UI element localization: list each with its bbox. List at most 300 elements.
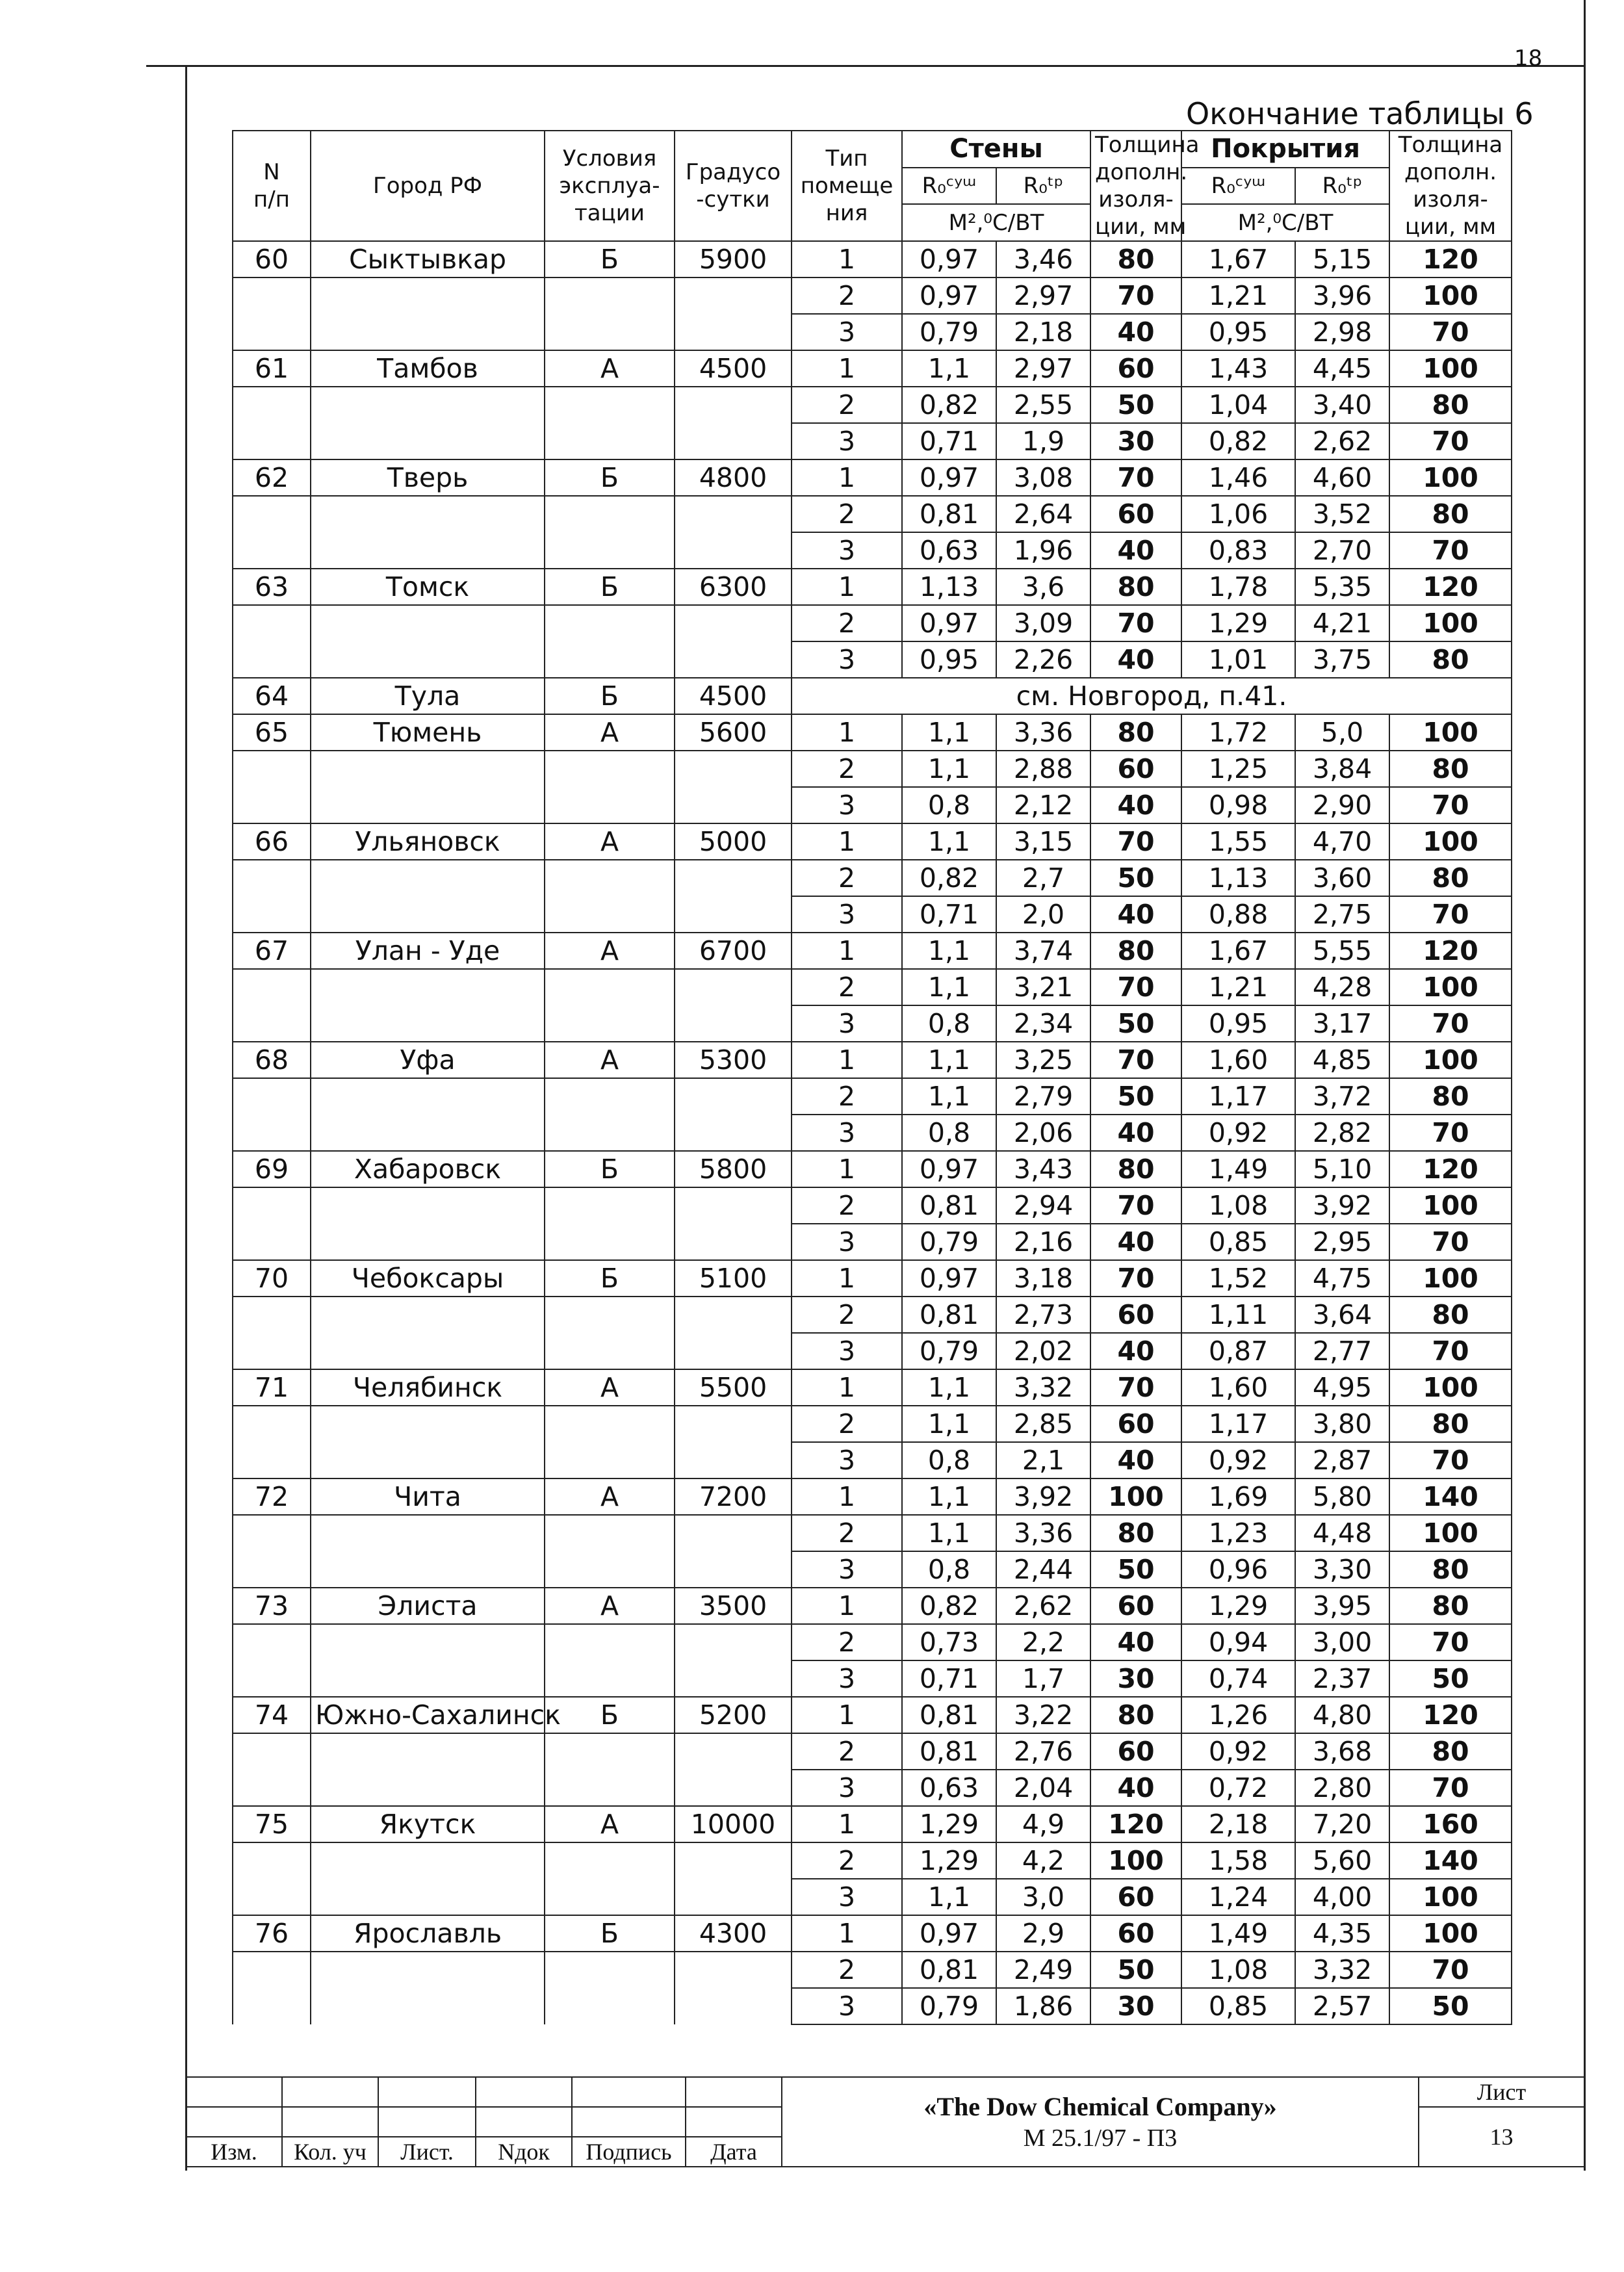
frame-left-line [185,65,187,2171]
cell-walls-r-actual: 1,1 [902,1406,996,1442]
table-row [233,1442,1512,1478]
cell-roofs-r-actual: 0,72 [1181,1770,1295,1806]
cell-degree-days: 3500 [675,1588,792,1624]
cell-roofs-insulation: 120 [1389,569,1512,605]
cell-num: 72 [233,1478,311,1515]
cell-walls-insulation: 70 [1090,1260,1181,1297]
cell-roofs-r-required: 2,98 [1295,314,1389,350]
sheet-label: Лист [1419,2077,1584,2107]
cell-roofs-r-actual: 1,60 [1181,1042,1295,1078]
stamp-label-sheet: Лист. [378,2137,476,2167]
cell-city [311,605,545,641]
cell-walls-r-actual: 0,79 [902,1988,996,2024]
cell-walls-r-required: 3,08 [996,459,1090,496]
cell-conditions [545,787,675,823]
cell-city [311,1660,545,1697]
cell-roofs-r-actual: 0,85 [1181,1988,1295,2024]
cell-walls-r-actual: 1,1 [902,1879,996,1915]
cell-conditions: Б [545,678,675,714]
cell-roofs-r-actual: 0,95 [1181,1005,1295,1042]
cell-walls-insulation: 70 [1090,823,1181,860]
cell-roofs-insulation: 80 [1389,1406,1512,1442]
cell-conditions: А [545,714,675,751]
cell-conditions [545,1187,675,1224]
cell-conditions [545,751,675,787]
cell-walls-insulation: 40 [1090,896,1181,933]
stamp-label-doc: Nдок [476,2137,572,2167]
cell-roofs-insulation: 100 [1389,1187,1512,1224]
cell-city [311,1406,545,1442]
cell-roofs-r-required: 3,92 [1295,1187,1389,1224]
cell-room-type: 2 [792,496,902,532]
cell-walls-r-actual: 0,81 [902,496,996,532]
cell-room-type: 1 [792,1369,902,1406]
cell-roofs-r-actual: 0,74 [1181,1660,1295,1697]
header-walls-insulation: Толщина дополн. изоля- ции, мм [1090,131,1181,241]
header-conditions: Условия эксплуа- тации [545,131,675,241]
cell-roofs-insulation: 100 [1389,1879,1512,1915]
cell-roofs-r-required: 3,84 [1295,751,1389,787]
cell-room-type: 3 [792,1770,902,1806]
table-row [233,714,1512,751]
cell-walls-r-required: 2,97 [996,278,1090,314]
cell-conditions: А [545,823,675,860]
header-room-type: Тип помеще ния [792,131,902,241]
cell-roofs-r-actual: 0,95 [1181,314,1295,350]
document-number: М 25.1/97 - П3 [1023,2124,1178,2152]
cell-roofs-insulation: 50 [1389,1660,1512,1697]
cell-city [311,1442,545,1478]
cell-room-type: 1 [792,1915,902,1952]
cell-num [233,1770,311,1806]
cell-num [233,314,311,350]
cell-num [233,1442,311,1478]
cell-walls-insulation: 80 [1090,569,1181,605]
frame-top-line [146,65,1586,67]
cell-degree-days [675,1952,792,1988]
cell-walls-r-actual: 0,97 [902,241,996,278]
cell-walls-r-required: 2,88 [996,751,1090,787]
cell-degree-days [675,423,792,459]
cell-num: 65 [233,714,311,751]
cell-num [233,641,311,678]
cell-conditions [545,1333,675,1369]
cell-walls-insulation: 60 [1090,496,1181,532]
cell-roofs-r-actual: 1,67 [1181,933,1295,969]
cell-roofs-insulation: 70 [1389,314,1512,350]
cell-city [311,787,545,823]
cell-roofs-r-actual: 0,85 [1181,1224,1295,1260]
cell-walls-r-actual: 1,13 [902,569,996,605]
cell-conditions: Б [545,241,675,278]
cell-room-type: 3 [792,532,902,569]
cell-walls-insulation: 60 [1090,1406,1181,1442]
cell-num [233,1115,311,1151]
cell-roofs-r-actual: 1,58 [1181,1842,1295,1879]
cell-walls-r-actual: 0,71 [902,896,996,933]
table-row [233,823,1512,860]
table-row [233,969,1512,1005]
cell-walls-insulation: 50 [1090,1005,1181,1042]
cell-roofs-r-required: 3,68 [1295,1733,1389,1770]
cell-conditions: А [545,1806,675,1842]
cell-num [233,1406,311,1442]
cell-conditions [545,605,675,641]
table-row [233,933,1512,969]
cell-roofs-insulation: 100 [1389,823,1512,860]
cell-conditions [545,1988,675,2024]
cell-num: 71 [233,1369,311,1406]
cell-walls-insulation: 60 [1090,1733,1181,1770]
cell-walls-r-required: 3,92 [996,1478,1090,1515]
cell-conditions [545,1842,675,1879]
page-number: 18 [1514,45,1543,71]
cell-walls-r-required: 1,9 [996,423,1090,459]
cell-city: Уфа [311,1042,545,1078]
cell-city [311,1115,545,1151]
cell-city [311,1005,545,1042]
table-row [233,896,1512,933]
cell-city: Тула [311,678,545,714]
cell-walls-r-actual: 1,1 [902,1078,996,1115]
cell-roofs-r-actual: 1,29 [1181,1588,1295,1624]
cell-roofs-insulation: 80 [1389,751,1512,787]
cell-walls-r-required: 4,9 [996,1806,1090,1842]
cell-room-type: 1 [792,1260,902,1297]
cell-room-type: 2 [792,1406,902,1442]
cell-degree-days: 4300 [675,1915,792,1952]
cell-walls-r-actual: 0,81 [902,1297,996,1333]
cell-roofs-insulation: 70 [1389,1770,1512,1806]
cell-city [311,278,545,314]
cell-num: 74 [233,1697,311,1733]
table-row [233,423,1512,459]
cell-walls-insulation: 80 [1090,1697,1181,1733]
cell-walls-insulation: 30 [1090,1988,1181,2024]
cell-num [233,1078,311,1115]
cell-city: Сыктывкар [311,241,545,278]
cell-room-type: 1 [792,1151,902,1187]
cell-roofs-r-required: 5,0 [1295,714,1389,751]
cell-degree-days [675,751,792,787]
cell-room-type: 1 [792,1042,902,1078]
cell-city [311,751,545,787]
cell-walls-r-required: 2,97 [996,350,1090,387]
cell-walls-insulation: 40 [1090,1770,1181,1806]
cell-walls-r-actual: 0,71 [902,1660,996,1697]
cell-num [233,751,311,787]
cell-degree-days: 5500 [675,1369,792,1406]
cell-walls-r-required: 2,79 [996,1078,1090,1115]
cell-degree-days: 4500 [675,678,792,714]
cell-conditions: А [545,1478,675,1515]
table-row [233,1224,1512,1260]
cell-conditions [545,1770,675,1806]
cell-room-type: 2 [792,1952,902,1988]
cell-room-type: 2 [792,969,902,1005]
cell-walls-r-required: 4,2 [996,1842,1090,1879]
cell-city [311,1224,545,1260]
cell-walls-r-actual: 0,82 [902,860,996,896]
table-row [233,1806,1512,1842]
cell-degree-days [675,1988,792,2024]
cell-degree-days [675,1770,792,1806]
cell-degree-days: 5300 [675,1042,792,1078]
cell-num [233,1551,311,1588]
cell-conditions: А [545,1588,675,1624]
cell-degree-days: 5200 [675,1697,792,1733]
table-row [233,350,1512,387]
table-row [233,860,1512,896]
cell-walls-insulation: 80 [1090,933,1181,969]
cell-num [233,1660,311,1697]
cell-city: Чебоксары [311,1260,545,1297]
cell-walls-insulation: 70 [1090,1369,1181,1406]
cell-roofs-r-required: 4,00 [1295,1879,1389,1915]
cell-roofs-insulation: 70 [1389,1442,1512,1478]
cell-conditions: Б [545,569,675,605]
cell-roofs-r-actual: 1,08 [1181,1187,1295,1224]
cell-walls-r-required: 3,0 [996,1879,1090,1915]
cell-degree-days [675,1733,792,1770]
cell-room-type: 3 [792,423,902,459]
cell-walls-insulation: 40 [1090,1442,1181,1478]
cell-roofs-insulation: 100 [1389,969,1512,1005]
header-walls-units: M²,⁰C/BT [902,204,1090,241]
cell-degree-days: 5600 [675,714,792,751]
cell-degree-days [675,1005,792,1042]
cell-roofs-insulation: 70 [1389,532,1512,569]
table-row [233,1260,1512,1297]
cell-conditions [545,1660,675,1697]
cell-walls-insulation: 60 [1090,350,1181,387]
cell-roofs-insulation: 70 [1389,787,1512,823]
cell-roofs-insulation: 80 [1389,496,1512,532]
cell-degree-days [675,1333,792,1369]
table-row [233,1660,1512,1697]
cell-degree-days: 6700 [675,933,792,969]
table-row [233,459,1512,496]
cell-roofs-r-required: 5,80 [1295,1478,1389,1515]
cell-walls-insulation: 70 [1090,969,1181,1005]
cell-num [233,605,311,641]
cell-roofs-r-required: 4,48 [1295,1515,1389,1551]
cell-room-type: 3 [792,1660,902,1697]
cell-conditions [545,1115,675,1151]
cell-conditions [545,1224,675,1260]
header-num: N п/п [233,131,311,241]
cell-degree-days [675,1297,792,1333]
cell-roofs-r-actual: 2,18 [1181,1806,1295,1842]
cell-degree-days: 5000 [675,823,792,860]
cell-walls-r-actual: 0,95 [902,641,996,678]
cell-roofs-insulation: 80 [1389,387,1512,423]
stamp-label-date: Дата [686,2137,782,2167]
cell-room-type: 2 [792,1297,902,1333]
table-row [233,532,1512,569]
cell-degree-days [675,1842,792,1879]
cell-roofs-r-required: 3,52 [1295,496,1389,532]
cell-walls-r-required: 2,76 [996,1733,1090,1770]
cell-city: Хабаровск [311,1151,545,1187]
cell-num [233,496,311,532]
cell-room-type: 2 [792,1733,902,1770]
cell-walls-r-required: 2,85 [996,1406,1090,1442]
cell-roofs-insulation: 80 [1389,1588,1512,1624]
cell-walls-r-required: 3,74 [996,933,1090,969]
cell-walls-r-actual: 1,1 [902,751,996,787]
cell-city [311,1187,545,1224]
cell-room-type: 1 [792,933,902,969]
cell-roofs-insulation: 80 [1389,641,1512,678]
table-row [233,1406,1512,1442]
cell-roofs-r-required: 2,95 [1295,1224,1389,1260]
cell-conditions: А [545,1369,675,1406]
cell-walls-r-required: 2,34 [996,1005,1090,1042]
cell-walls-insulation: 50 [1090,1551,1181,1588]
cell-walls-r-required: 3,09 [996,605,1090,641]
cell-walls-r-actual: 1,1 [902,714,996,751]
cell-conditions: Б [545,1260,675,1297]
table-row [233,641,1512,678]
table-row [233,1952,1512,1988]
cell-city [311,1770,545,1806]
cell-num [233,1297,311,1333]
cell-conditions [545,1551,675,1588]
cell-walls-r-actual: 0,71 [902,423,996,459]
table-row [233,1879,1512,1915]
cell-degree-days: 7200 [675,1478,792,1515]
table-row [233,1588,1512,1624]
cell-conditions [545,1733,675,1770]
cell-room-type: 2 [792,1187,902,1224]
cell-walls-r-required: 2,02 [996,1333,1090,1369]
cell-num [233,1733,311,1770]
cell-room-type: 3 [792,1551,902,1588]
cell-roofs-r-actual: 1,43 [1181,350,1295,387]
cell-room-type: 2 [792,1624,902,1660]
cell-city [311,641,545,678]
cell-city: Ярославль [311,1915,545,1952]
cell-roofs-r-actual: 0,88 [1181,896,1295,933]
cell-city [311,1952,545,1988]
cell-walls-r-required: 3,36 [996,1515,1090,1551]
cell-num [233,1879,311,1915]
cell-walls-r-actual: 0,82 [902,387,996,423]
cell-roofs-r-required: 3,95 [1295,1588,1389,1624]
table-row [233,1515,1512,1551]
cell-num [233,1842,311,1879]
cell-num: 66 [233,823,311,860]
cell-room-type: 3 [792,1333,902,1369]
cell-roofs-insulation: 100 [1389,278,1512,314]
cell-conditions [545,1078,675,1115]
cell-roofs-insulation: 70 [1389,1952,1512,1988]
cell-room-type: 1 [792,823,902,860]
cell-city [311,1624,545,1660]
cell-degree-days [675,1442,792,1478]
header-roofs-r-actual: R₀ᶜʸᵚ [1181,168,1295,205]
table-row [233,1115,1512,1151]
cell-city [311,1333,545,1369]
cell-roofs-r-actual: 0,87 [1181,1333,1295,1369]
cell-walls-r-actual: 0,97 [902,459,996,496]
cell-room-type: 1 [792,1588,902,1624]
cell-walls-insulation: 50 [1090,387,1181,423]
cell-roofs-r-required: 3,17 [1295,1005,1389,1042]
table-row [233,314,1512,350]
cell-roofs-r-actual: 1,23 [1181,1515,1295,1551]
cell-roofs-insulation: 120 [1389,241,1512,278]
cell-conditions [545,1952,675,1988]
cell-roofs-r-required: 2,62 [1295,423,1389,459]
cell-roofs-r-actual: 1,01 [1181,641,1295,678]
cell-roofs-r-actual: 1,11 [1181,1297,1295,1333]
cell-walls-r-actual: 0,97 [902,1151,996,1187]
sheet-number: 13 [1419,2107,1584,2167]
cell-degree-days [675,1187,792,1224]
company-name: «The Dow Chemical Company» [923,2092,1277,2121]
cell-roofs-r-actual: 1,60 [1181,1369,1295,1406]
cell-degree-days: 5800 [675,1151,792,1187]
header-roofs: Покрытия [1181,131,1389,168]
cell-city: Южно-Сахалинск [311,1697,545,1733]
table-row [233,1988,1512,2024]
cell-roofs-insulation: 120 [1389,1151,1512,1187]
cell-city: Челябинск [311,1369,545,1406]
cell-city [311,896,545,933]
cell-num [233,532,311,569]
cell-num [233,860,311,896]
cell-city [311,387,545,423]
cell-roofs-r-required: 3,30 [1295,1551,1389,1588]
cell-roofs-insulation: 120 [1389,1697,1512,1733]
cell-room-type: 3 [792,1224,902,1260]
cell-roofs-insulation: 50 [1389,1988,1512,2024]
cell-conditions: Б [545,459,675,496]
cell-city [311,314,545,350]
cell-walls-r-actual: 1,29 [902,1842,996,1879]
cell-walls-r-actual: 0,82 [902,1588,996,1624]
cell-num [233,787,311,823]
cell-roofs-r-actual: 1,55 [1181,823,1295,860]
cell-walls-r-actual: 1,1 [902,933,996,969]
cell-city: Якутск [311,1806,545,1842]
cell-degree-days [675,605,792,641]
cell-roofs-r-required: 5,10 [1295,1151,1389,1187]
table-row [233,1478,1512,1515]
cell-roofs-r-actual: 1,67 [1181,241,1295,278]
cell-degree-days [675,278,792,314]
cell-num [233,1952,311,1988]
cell-room-type: 1 [792,1697,902,1733]
cell-room-type: 3 [792,1115,902,1151]
cell-walls-insulation: 70 [1090,278,1181,314]
cell-roofs-r-required: 2,90 [1295,787,1389,823]
header-roofs-units: M²,⁰C/BT [1181,204,1389,241]
cell-roofs-r-actual: 1,04 [1181,387,1295,423]
cell-roofs-r-actual: 1,25 [1181,751,1295,787]
table-caption: Окончание таблицы 6 [1186,96,1534,131]
cell-roofs-r-required: 4,75 [1295,1260,1389,1297]
cell-roofs-insulation: 80 [1389,1297,1512,1333]
cell-walls-r-actual: 0,73 [902,1624,996,1660]
cell-room-type: 1 [792,459,902,496]
cell-walls-r-actual: 0,79 [902,1224,996,1260]
cell-roofs-insulation: 100 [1389,350,1512,387]
cell-degree-days [675,1624,792,1660]
table-row [233,1842,1512,1879]
